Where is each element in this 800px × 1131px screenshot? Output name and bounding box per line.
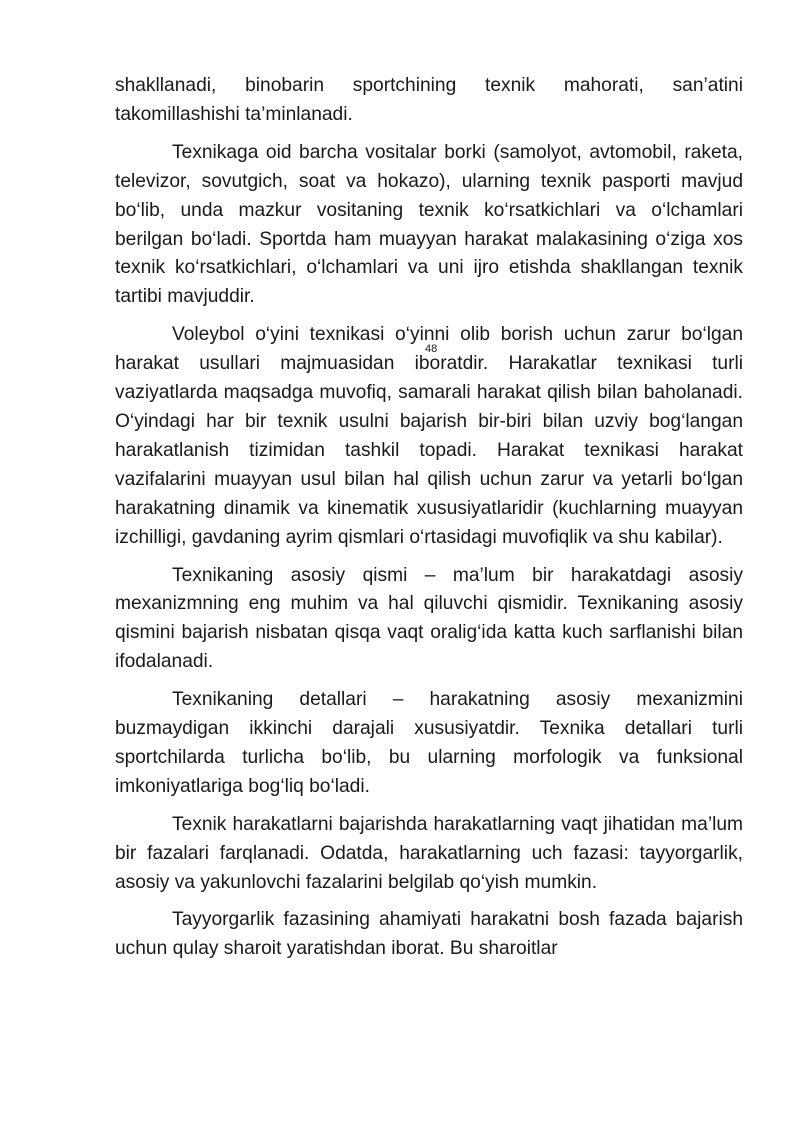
page-number: 48 — [425, 343, 438, 355]
paragraph-6: Texnik harakatlarni bajarishda harakatlarning vaqt jihatidan ma’lum bir fazalari farqlanadi. Odatda, harakatlarning uch fazasi: tayyorgarlik, asosiy va yakunlovchi fazalarini belgilab qo‘yish mumkin. — [115, 813, 743, 893]
paragraph-5: Texnikaning detallari – harakatning asosiy mexanizmini buzmaydigan ikkinchi darajali xususiyatdir. Texnika detallari turli sportchilarda turlicha bo‘lib, bu ularning morfologik va funksional imkoniyatlariga bog‘liq bo‘ladi. — [115, 689, 743, 797]
document-page — [115, 72, 743, 973]
paragraph-3: Voleybol o‘yini texnikasi o‘yinni olib borish uchun zarur bo‘lgan harakat usullari majmuasidan iboratdir. Harakatlar texnikasi turli vaziyatlarda maqsadga muvofiq, samarali harakat qilish bilan baholanadi. O‘yindagi har bir texnik usulni bajarish bir-biri bilan uzviy bog‘langan harakatlanish tizimidan tashkil topadi. Harakat texnikasi harakat vazifalarini muayyan usul bilan hal qilish uchun zarur va yetarli bo‘lgan harakatning dinamik va kinematik xususiyatlaridir (kuchlarning muayyan izchilligi, gavdaning ayrim qismlari o‘rtasidagi muvofiqlik va shu kabilar). — [115, 324, 743, 548]
paragraph-7: Tayyorgarlik fazasining ahamiyati harakatni bosh fazada bajarish uchun qulay sharoit yaratishdan iborat. Bu sharoitlar — [115, 909, 743, 960]
paragraph-2: Texnikaga oid barcha vositalar borki (samolyot, avtomobil, raketa, televizor, sovutgich, soat va hokazo), ularning texnik pasporti mavjud bo‘lib, unda mazkur vositaning texnik ko‘rsatkichlari va o‘lchamlari berilgan bo‘ladi. Sportda ham muayyan harakat malakasining o‘ziga xos texnik ko‘rsatkichlari, o‘lchamlari va uni ijro etishda shakllangan texnik tartibi mavjuddir. — [115, 141, 743, 308]
paragraph-4: Texnikaning asosiy qismi – ma’lum bir harakatdagi asosiy mexanizmning eng muhim va hal qiluvchi qismidir. Texnikaning asosiy qismini bajarish nisbatan qisqa vaqt oralig‘ida katta kuch sarflanishi bilan ifodalanadi. — [115, 564, 743, 673]
paragraph-1: shakllanadi, binobarin sportchining texnik mahorati, san’atini takomillashishi ta’minlanadi. — [115, 75, 743, 125]
